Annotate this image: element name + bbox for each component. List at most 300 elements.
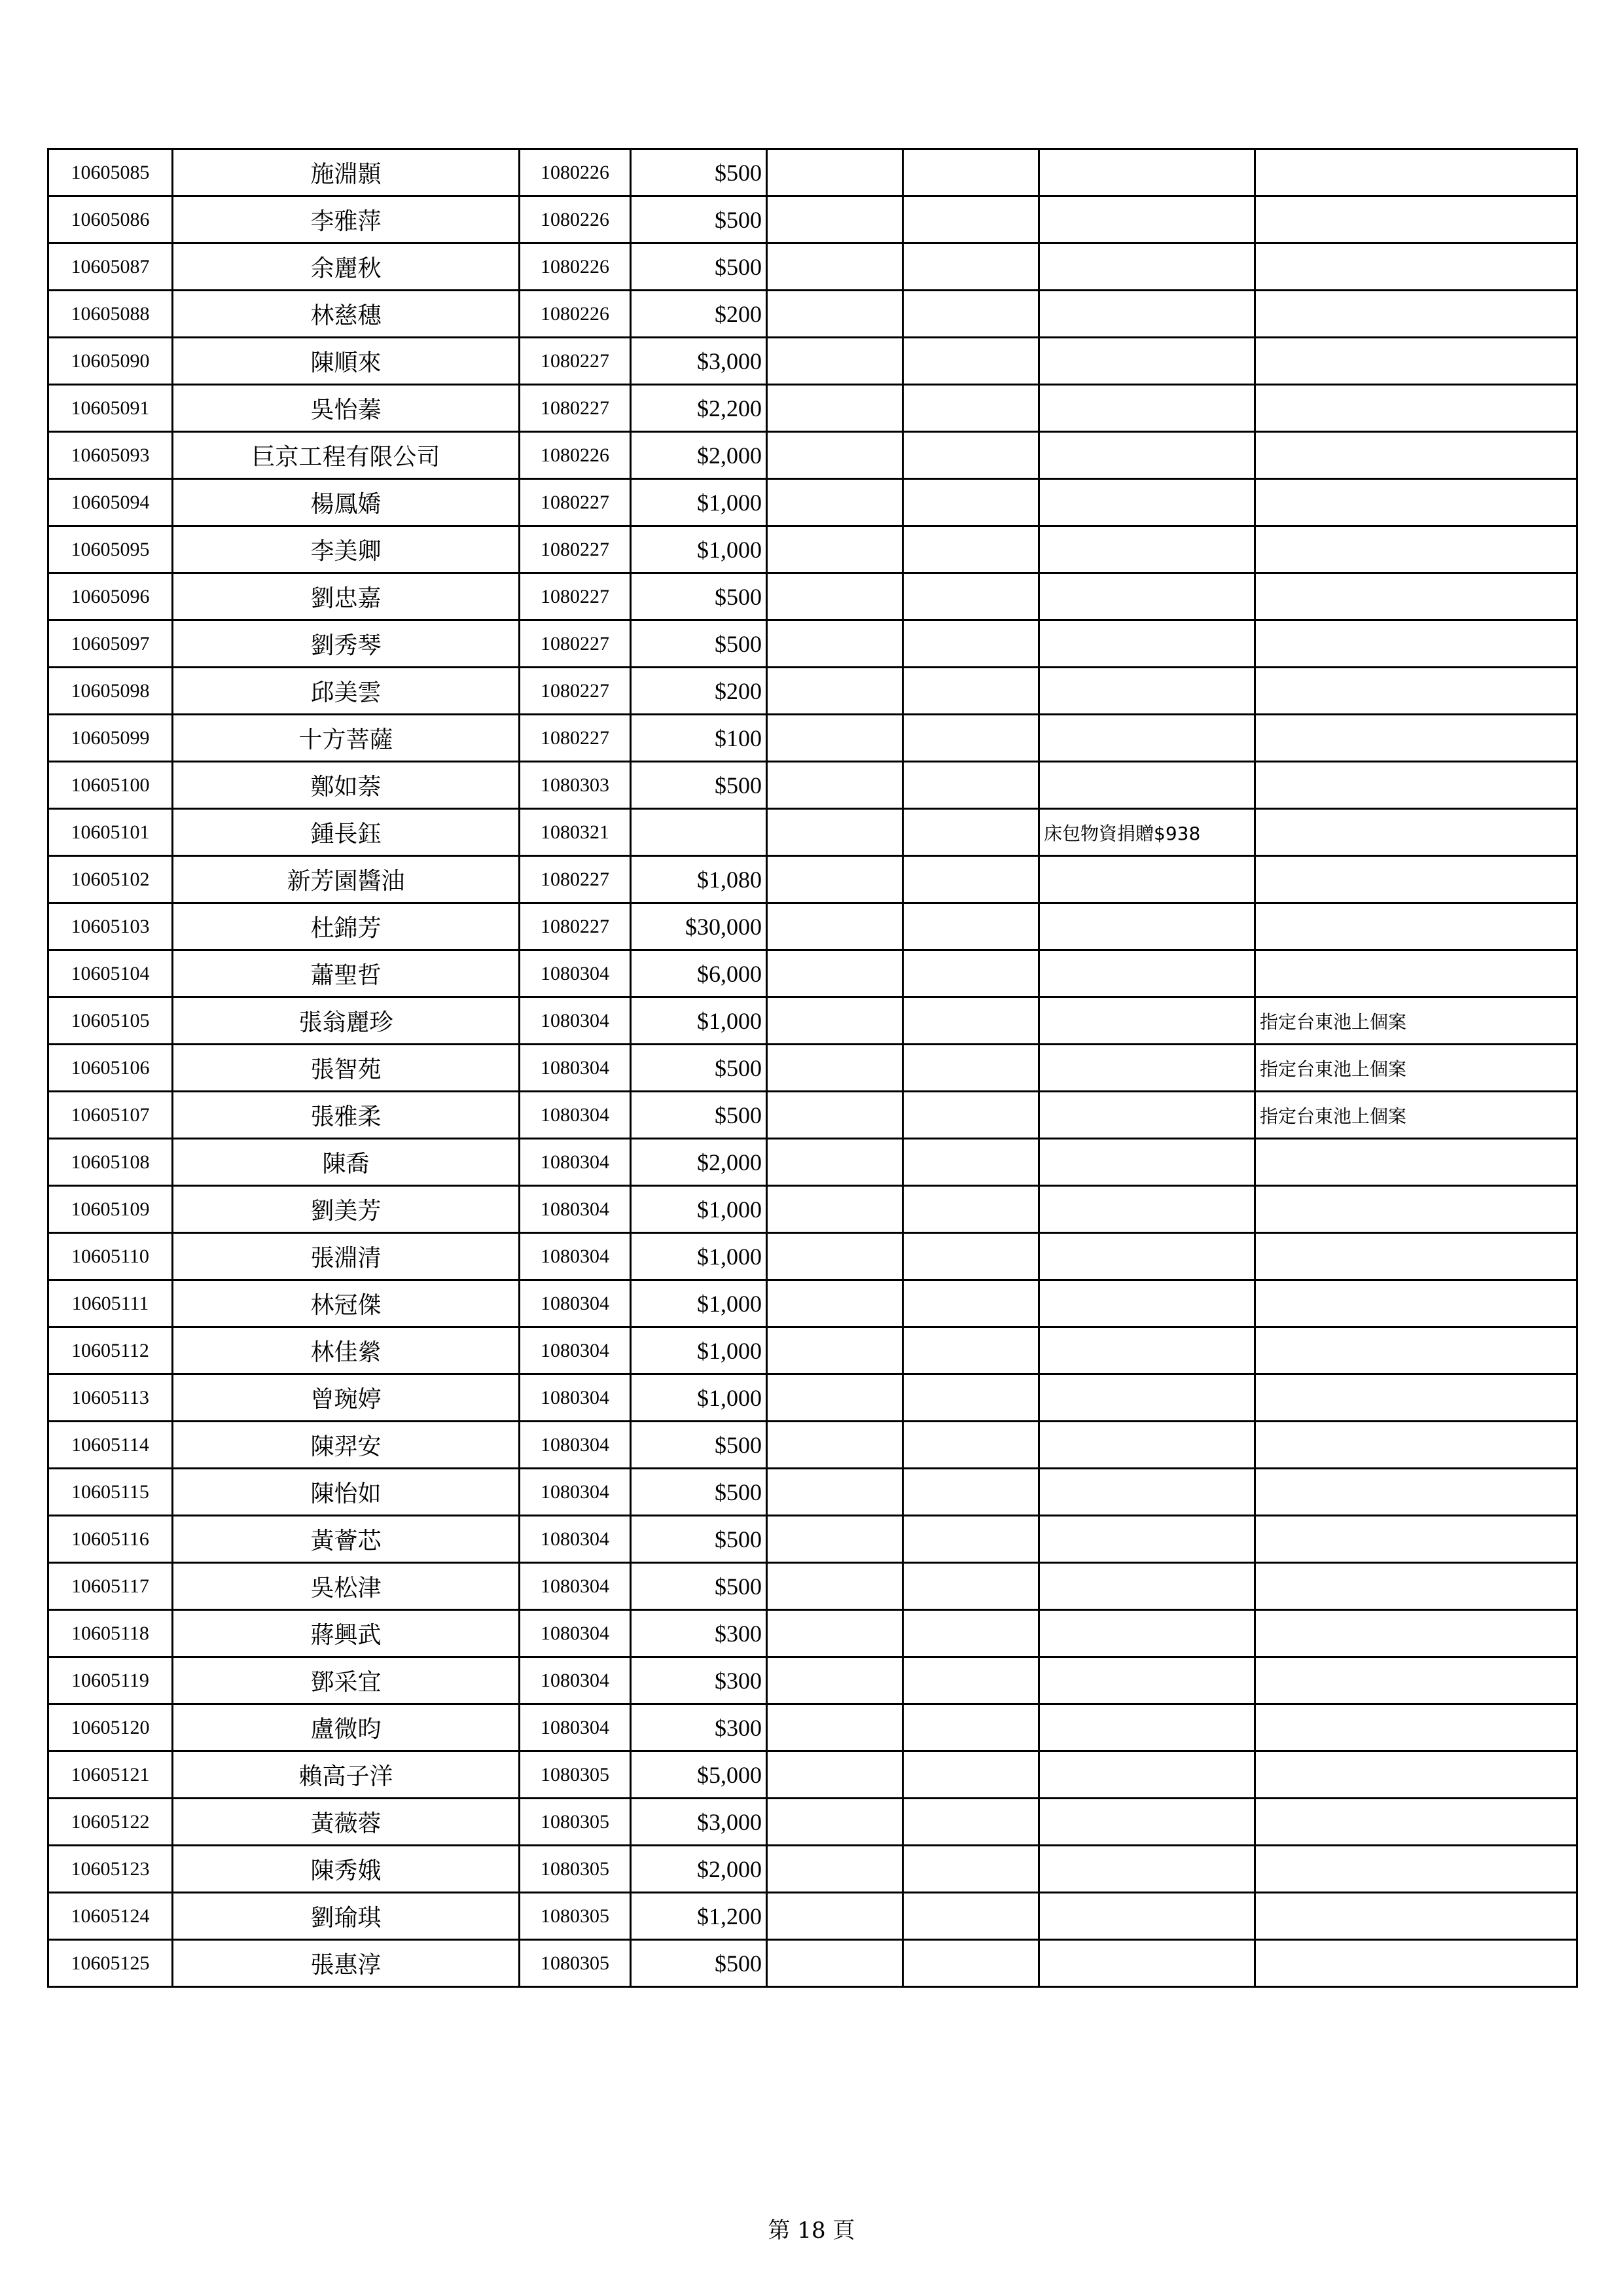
amount-cell: $1,000 [631,1327,767,1374]
receipt-number-cell: 10605124 [48,1893,173,1940]
in-kind-donation-cell [1039,1280,1255,1327]
remark-cell [1255,762,1577,809]
empty-cell [903,243,1039,291]
receipt-number-cell: 10605105 [48,997,173,1045]
remark-cell [1255,903,1577,950]
empty-cell [767,385,903,432]
receipt-number-cell: 10605087 [48,243,173,291]
donor-name-cell: 陳怡如 [173,1469,520,1516]
donor-name-cell: 林冠傑 [173,1280,520,1327]
table-row [48,385,1577,432]
donor-name-cell: 劉秀琴 [173,620,520,668]
empty-cell [903,950,1039,997]
table-row [48,1422,1577,1469]
receipt-number-cell: 10605096 [48,573,173,620]
donation-date-cell: 1080226 [520,243,631,291]
amount-cell: $500 [631,1563,767,1610]
remark-cell [1255,950,1577,997]
amount-cell: $500 [631,1469,767,1516]
empty-cell [767,573,903,620]
donor-name-cell: 陳秀娥 [173,1846,520,1893]
in-kind-donation-cell [1039,1092,1255,1139]
table-row [48,573,1577,620]
donor-name-cell: 林慈穗 [173,291,520,338]
remark-cell [1255,338,1577,385]
donor-name-cell: 新芳園醬油 [173,856,520,903]
receipt-number-cell: 10605103 [48,903,173,950]
remark-cell [1255,1893,1577,1940]
in-kind-donation-cell [1039,1704,1255,1751]
remark-cell [1255,1940,1577,1987]
in-kind-donation-cell [1039,1751,1255,1799]
receipt-number-cell: 10605111 [48,1280,173,1327]
empty-cell [903,291,1039,338]
in-kind-donation-cell [1039,903,1255,950]
in-kind-donation-cell [1039,1846,1255,1893]
table-row [48,1327,1577,1374]
in-kind-donation-cell [1039,1233,1255,1280]
table-row [48,1657,1577,1704]
in-kind-donation-cell [1039,620,1255,668]
receipt-number-cell: 10605125 [48,1940,173,1987]
empty-cell [767,1563,903,1610]
donor-name-cell: 賴高子洋 [173,1751,520,1799]
amount-cell: $3,000 [631,1799,767,1846]
amount-cell: $500 [631,1516,767,1563]
empty-cell [903,1704,1039,1751]
amount-cell: $30,000 [631,903,767,950]
amount-cell: $300 [631,1704,767,1751]
amount-cell: $1,000 [631,1280,767,1327]
receipt-number-cell: 10605086 [48,196,173,243]
amount-cell: $500 [631,243,767,291]
donation-date-cell: 1080227 [520,903,631,950]
amount-cell: $1,080 [631,856,767,903]
donation-date-cell: 1080304 [520,1092,631,1139]
remark-cell [1255,856,1577,903]
donor-name-cell: 黃薇蓉 [173,1799,520,1846]
empty-cell [903,1139,1039,1186]
empty-cell [767,668,903,715]
empty-cell [903,1893,1039,1940]
empty-cell [767,1139,903,1186]
in-kind-donation-cell [1039,243,1255,291]
donation-date-cell: 1080227 [520,573,631,620]
donation-date-cell: 1080227 [520,338,631,385]
receipt-number-cell: 10605097 [48,620,173,668]
remark-cell [1255,479,1577,526]
table-row [48,1610,1577,1657]
donation-date-cell: 1080304 [520,1563,631,1610]
donation-date-cell: 1080304 [520,1469,631,1516]
remark-cell [1255,1422,1577,1469]
amount-cell: $1,000 [631,997,767,1045]
receipt-number-cell: 10605121 [48,1751,173,1799]
table-row [48,1045,1577,1092]
empty-cell [767,479,903,526]
receipt-number-cell: 10605102 [48,856,173,903]
amount-cell: $200 [631,668,767,715]
receipt-number-cell: 10605117 [48,1563,173,1610]
table-row [48,432,1577,479]
remark-cell [1255,196,1577,243]
remark-cell [1255,526,1577,573]
in-kind-donation-cell [1039,762,1255,809]
remark-cell: 指定台東池上個案 [1255,1092,1577,1139]
receipt-number-cell: 10605116 [48,1516,173,1563]
receipt-number-cell: 10605090 [48,338,173,385]
remark-cell [1255,1374,1577,1422]
empty-cell [903,432,1039,479]
in-kind-donation-cell [1039,149,1255,196]
amount-cell: $5,000 [631,1751,767,1799]
empty-cell [767,526,903,573]
receipt-number-cell: 10605112 [48,1327,173,1374]
in-kind-donation-cell [1039,291,1255,338]
donation-date-cell: 1080305 [520,1751,631,1799]
receipt-number-cell: 10605101 [48,809,173,856]
donor-name-cell: 張智苑 [173,1045,520,1092]
empty-cell [767,997,903,1045]
remark-cell [1255,1139,1577,1186]
receipt-number-cell: 10605098 [48,668,173,715]
donor-name-cell: 十方菩薩 [173,715,520,762]
donation-date-cell: 1080227 [520,620,631,668]
empty-cell [903,620,1039,668]
donation-date-cell: 1080304 [520,1186,631,1233]
donor-name-cell: 蔣興武 [173,1610,520,1657]
donation-date-cell: 1080303 [520,762,631,809]
in-kind-donation-cell [1039,1657,1255,1704]
donation-date-cell: 1080226 [520,291,631,338]
receipt-number-cell: 10605107 [48,1092,173,1139]
in-kind-donation-cell [1039,1563,1255,1610]
amount-cell: $500 [631,1045,767,1092]
table-row [48,1233,1577,1280]
donor-name-cell: 杜錦芳 [173,903,520,950]
in-kind-donation-cell [1039,997,1255,1045]
table-row [48,715,1577,762]
empty-cell [903,385,1039,432]
empty-cell [767,1092,903,1139]
empty-cell [903,1563,1039,1610]
donor-name-cell: 張惠淳 [173,1940,520,1987]
donor-name-cell: 李雅萍 [173,196,520,243]
receipt-number-cell: 10605095 [48,526,173,573]
donor-name-cell: 劉瑜琪 [173,1893,520,1940]
table-row [48,1186,1577,1233]
in-kind-donation-cell [1039,1422,1255,1469]
amount-cell: $500 [631,1422,767,1469]
donor-name-cell: 邱美雲 [173,668,520,715]
empty-cell [767,1846,903,1893]
receipt-number-cell: 10605088 [48,291,173,338]
empty-cell [903,668,1039,715]
receipt-number-cell: 10605100 [48,762,173,809]
amount-cell: $2,000 [631,1139,767,1186]
empty-cell [767,1374,903,1422]
donor-name-cell: 陳順來 [173,338,520,385]
empty-cell [767,903,903,950]
empty-cell [903,1280,1039,1327]
remark-cell [1255,1516,1577,1563]
receipt-number-cell: 10605114 [48,1422,173,1469]
empty-cell [767,620,903,668]
empty-cell [767,1422,903,1469]
in-kind-donation-cell [1039,573,1255,620]
donor-name-cell: 張淵清 [173,1233,520,1280]
donor-name-cell: 巨京工程有限公司 [173,432,520,479]
table-row [48,1516,1577,1563]
donor-name-cell: 劉美芳 [173,1186,520,1233]
amount-cell: $1,000 [631,1374,767,1422]
empty-cell [767,1186,903,1233]
empty-cell [903,1610,1039,1657]
remark-cell [1255,668,1577,715]
remark-cell [1255,1233,1577,1280]
empty-cell [767,149,903,196]
amount-cell: $500 [631,620,767,668]
in-kind-donation-cell: 床包物資捐贈$938 [1039,809,1255,856]
empty-cell [903,1422,1039,1469]
remark-cell [1255,573,1577,620]
amount-cell: $1,000 [631,526,767,573]
donor-name-cell: 張翁麗珍 [173,997,520,1045]
donor-name-cell: 陳喬 [173,1139,520,1186]
donation-date-cell: 1080227 [520,715,631,762]
table-row [48,291,1577,338]
in-kind-donation-cell [1039,1139,1255,1186]
in-kind-donation-cell [1039,338,1255,385]
receipt-number-cell: 10605099 [48,715,173,762]
in-kind-donation-cell [1039,479,1255,526]
remark-cell [1255,1799,1577,1846]
empty-cell [903,762,1039,809]
donation-table [47,148,1578,1988]
amount-cell: $2,200 [631,385,767,432]
donation-date-cell: 1080227 [520,856,631,903]
empty-cell [903,856,1039,903]
donor-name-cell: 鍾長鈺 [173,809,520,856]
table-row [48,1799,1577,1846]
table-row [48,1139,1577,1186]
in-kind-donation-cell [1039,432,1255,479]
empty-cell [767,1280,903,1327]
donation-date-cell: 1080304 [520,1422,631,1469]
amount-cell: $1,000 [631,1186,767,1233]
receipt-number-cell: 10605110 [48,1233,173,1280]
receipt-number-cell: 10605113 [48,1374,173,1422]
amount-cell: $300 [631,1610,767,1657]
empty-cell [903,479,1039,526]
table-row [48,1893,1577,1940]
donation-date-cell: 1080304 [520,997,631,1045]
donation-date-cell: 1080226 [520,432,631,479]
donation-date-cell: 1080304 [520,1657,631,1704]
amount-cell: $1,200 [631,1893,767,1940]
in-kind-donation-cell [1039,1374,1255,1422]
empty-cell [903,1657,1039,1704]
donation-date-cell: 1080304 [520,1233,631,1280]
empty-cell [903,1469,1039,1516]
remark-cell [1255,432,1577,479]
remark-cell [1255,620,1577,668]
empty-cell [767,1799,903,1846]
empty-cell [903,1799,1039,1846]
receipt-number-cell: 10605115 [48,1469,173,1516]
receipt-number-cell: 10605085 [48,149,173,196]
empty-cell [903,1186,1039,1233]
donation-date-cell: 1080304 [520,1516,631,1563]
receipt-number-cell: 10605104 [48,950,173,997]
remark-cell [1255,149,1577,196]
remark-cell [1255,809,1577,856]
in-kind-donation-cell [1039,1940,1255,1987]
empty-cell [767,1940,903,1987]
empty-cell [903,1751,1039,1799]
donation-date-cell: 1080304 [520,1704,631,1751]
remark-cell [1255,1327,1577,1374]
in-kind-donation-cell [1039,1893,1255,1940]
empty-cell [903,1045,1039,1092]
table-row [48,1751,1577,1799]
empty-cell [903,1516,1039,1563]
table-row [48,1940,1577,1987]
amount-cell: $500 [631,149,767,196]
amount-cell: $200 [631,291,767,338]
empty-cell [903,997,1039,1045]
in-kind-donation-cell [1039,1045,1255,1092]
receipt-number-cell: 10605118 [48,1610,173,1657]
receipt-number-cell: 10605106 [48,1045,173,1092]
amount-cell: $3,000 [631,338,767,385]
table-row [48,243,1577,291]
empty-cell [903,715,1039,762]
donor-name-cell: 蕭聖哲 [173,950,520,997]
amount-cell: $2,000 [631,432,767,479]
in-kind-donation-cell [1039,668,1255,715]
in-kind-donation-cell [1039,950,1255,997]
empty-cell [767,432,903,479]
empty-cell [903,1327,1039,1374]
empty-cell [903,573,1039,620]
receipt-number-cell: 10605108 [48,1139,173,1186]
donor-name-cell: 楊鳳嬌 [173,479,520,526]
amount-cell: $500 [631,762,767,809]
donor-name-cell: 鄧采宜 [173,1657,520,1704]
empty-cell [767,856,903,903]
table-row [48,1092,1577,1139]
table-row [48,950,1577,997]
remark-cell [1255,1846,1577,1893]
empty-cell [767,1751,903,1799]
empty-cell [767,1893,903,1940]
empty-cell [767,1233,903,1280]
table-row [48,149,1577,196]
table-row [48,1846,1577,1893]
remark-cell [1255,1657,1577,1704]
in-kind-donation-cell [1039,196,1255,243]
table-row [48,479,1577,526]
donor-name-cell: 鄭如萘 [173,762,520,809]
amount-cell: $500 [631,1092,767,1139]
empty-cell [767,950,903,997]
empty-cell [767,243,903,291]
remark-cell [1255,1704,1577,1751]
in-kind-donation-cell [1039,1799,1255,1846]
empty-cell [767,1469,903,1516]
empty-cell [903,1092,1039,1139]
donor-name-cell: 林佳縈 [173,1327,520,1374]
table-row [48,1563,1577,1610]
amount-cell: $500 [631,1940,767,1987]
empty-cell [767,1610,903,1657]
table-row [48,196,1577,243]
table-body [48,149,1577,1987]
donation-date-cell: 1080227 [520,385,631,432]
amount-cell: $100 [631,715,767,762]
amount-cell: $6,000 [631,950,767,997]
in-kind-donation-cell [1039,715,1255,762]
table-row [48,997,1577,1045]
donation-date-cell: 1080304 [520,1374,631,1422]
table-row [48,1374,1577,1422]
table-row [48,762,1577,809]
donor-name-cell: 余麗秋 [173,243,520,291]
remark-cell [1255,1280,1577,1327]
receipt-number-cell: 10605120 [48,1704,173,1751]
empty-cell [903,1374,1039,1422]
donor-name-cell: 吳松津 [173,1563,520,1610]
empty-cell [767,1516,903,1563]
table-row [48,903,1577,950]
donation-date-cell: 1080227 [520,479,631,526]
table-row [48,809,1577,856]
receipt-number-cell: 10605119 [48,1657,173,1704]
donor-name-cell: 曾琬婷 [173,1374,520,1422]
amount-cell: $300 [631,1657,767,1704]
amount-cell: $1,000 [631,1233,767,1280]
donation-date-cell: 1080304 [520,1280,631,1327]
donor-name-cell: 劉忠嘉 [173,573,520,620]
empty-cell [767,291,903,338]
remark-cell [1255,243,1577,291]
donation-date-cell: 1080305 [520,1799,631,1846]
in-kind-donation-cell [1039,1469,1255,1516]
empty-cell [767,715,903,762]
donation-date-cell: 1080226 [520,149,631,196]
donation-date-cell: 1080305 [520,1846,631,1893]
receipt-number-cell: 10605093 [48,432,173,479]
donation-date-cell: 1080304 [520,1610,631,1657]
remark-cell [1255,291,1577,338]
in-kind-donation-cell [1039,1516,1255,1563]
empty-cell [767,1045,903,1092]
donor-name-cell: 黃薈芯 [173,1516,520,1563]
empty-cell [903,1233,1039,1280]
amount-cell: $2,000 [631,1846,767,1893]
donor-name-cell: 張雅柔 [173,1092,520,1139]
receipt-number-cell: 10605123 [48,1846,173,1893]
remark-cell [1255,385,1577,432]
donation-date-cell: 1080227 [520,526,631,573]
empty-cell [903,338,1039,385]
remark-cell: 指定台東池上個案 [1255,1045,1577,1092]
receipt-number-cell: 10605091 [48,385,173,432]
amount-cell: $1,000 [631,479,767,526]
remark-cell [1255,1563,1577,1610]
donation-date-cell: 1080227 [520,668,631,715]
